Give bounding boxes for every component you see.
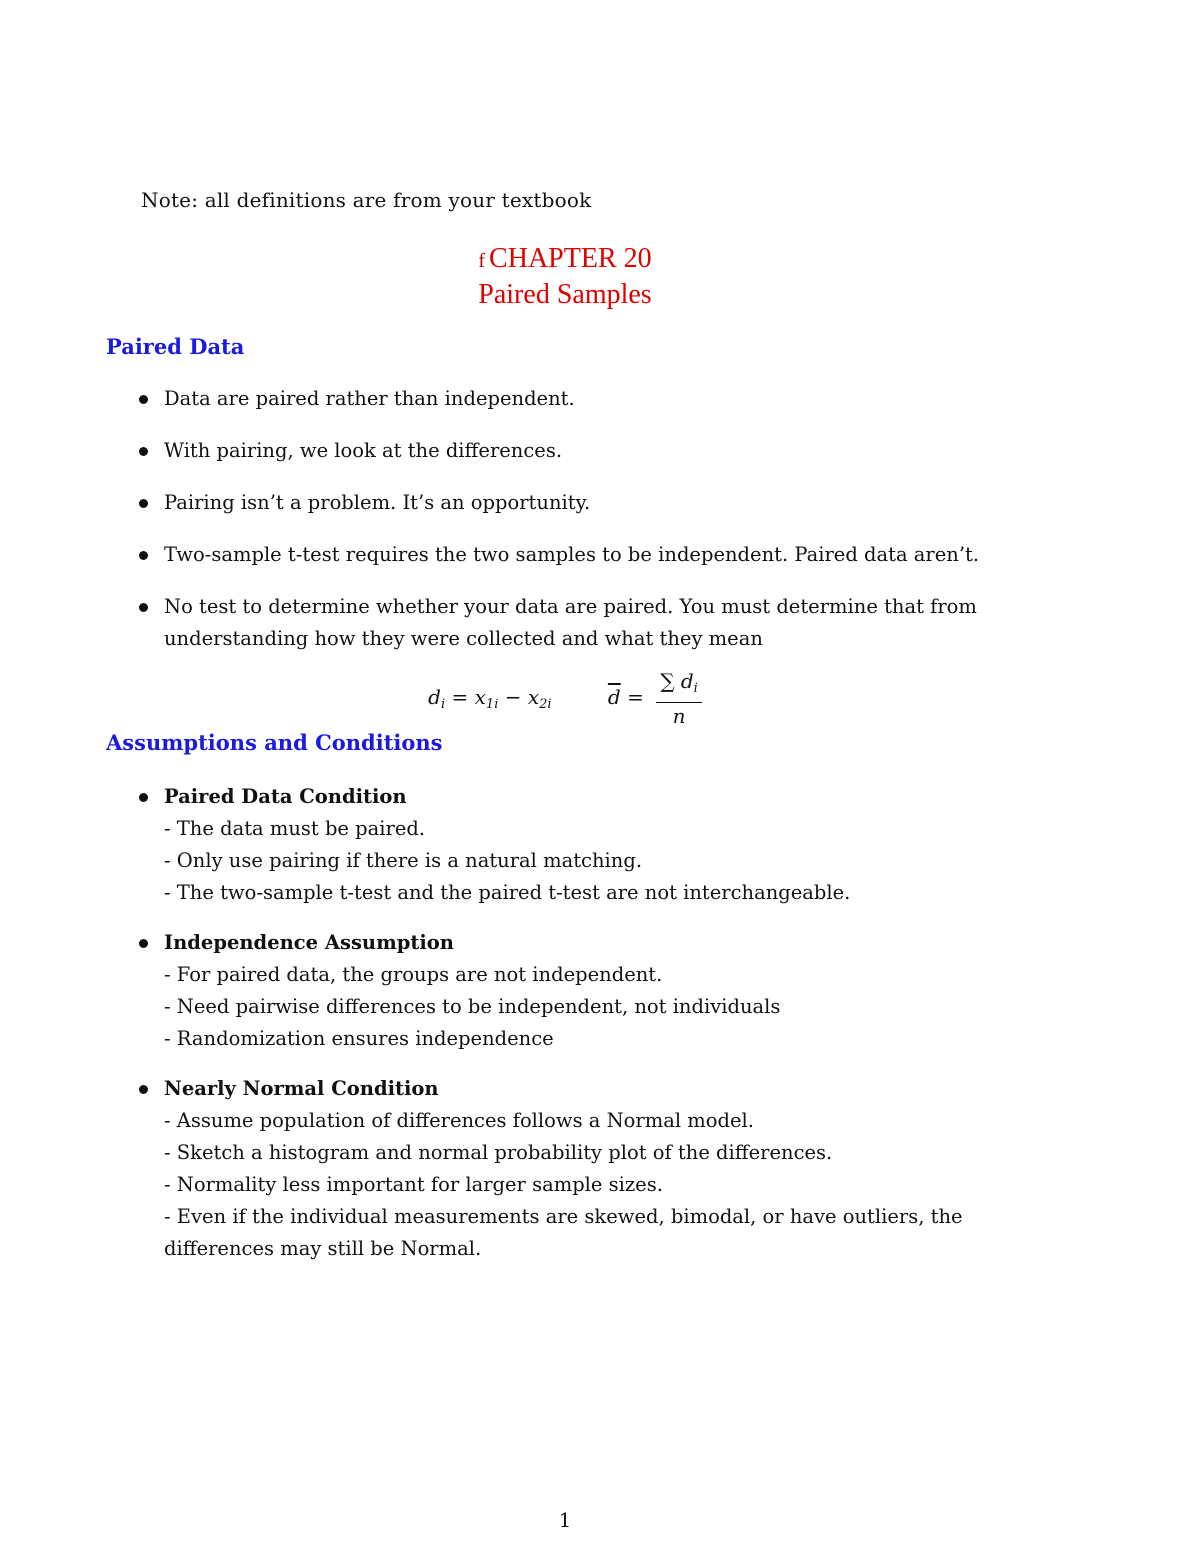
condition-line: - Need pairwise differences to be independent, not individuals: [164, 995, 781, 1018]
list-item: Two-sample t-test requires the two samples to be independent. Paired data aren’t.: [136, 539, 1036, 571]
condition-line: - Even if the individual measurements are skewed, bimodal, or have outliers, the differences may still be Normal.: [164, 1205, 963, 1260]
list-item: Data are paired rather than independent.: [136, 383, 1036, 415]
title-prefix: f: [478, 250, 486, 272]
condition-line: - Sketch a histogram and normal probability plot of the differences.: [164, 1141, 833, 1164]
page-number: 1: [558, 1508, 572, 1532]
textbook-note: Note: all definitions are from your textbook: [141, 188, 592, 212]
condition-line: - Randomization ensures independence: [164, 1027, 554, 1050]
list-item: Pairing isn’t a problem. It’s an opportunity.: [136, 487, 1036, 519]
paired-data-heading: Paired Data: [106, 334, 245, 359]
conditions-list: [136, 781, 1036, 1283]
condition-line: - Assume population of differences follows a Normal model.: [164, 1109, 754, 1132]
difference-equation: $d_i = x_{1i} - x_{2i}$: [428, 685, 552, 712]
list-item: [136, 781, 1036, 909]
list-item: [136, 1073, 1036, 1265]
difference-formula: [0, 668, 1130, 729]
assumptions-heading: Assumptions and Conditions: [106, 730, 443, 755]
condition-line: - The data must be paired.: [164, 817, 426, 840]
mean-difference-equation: $\overline{d}$ = $\frac{\sum d_i}{n}$: [608, 668, 702, 729]
mean-fraction: $\frac{\sum d_i}{n}$: [656, 668, 702, 729]
chapter-subtitle: Paired Samples: [478, 279, 652, 310]
condition-title: Paired Data Condition: [164, 785, 407, 808]
list-item: [136, 927, 1036, 1055]
paired-data-list: [136, 383, 1036, 655]
chapter-title: [0, 242, 1130, 278]
chapter-label: CHAPTER 20: [489, 243, 652, 274]
list-item: No test to determine whether your data are paired. You must determine that from understanding how they were collected and what they mean: [136, 591, 1036, 655]
list-item: With pairing, we look at the differences.: [136, 435, 1036, 467]
condition-title: Independence Assumption: [164, 931, 454, 954]
condition-title: Nearly Normal Condition: [164, 1077, 439, 1100]
condition-line: - The two-sample t-test and the paired t-test are not interchangeable.: [164, 881, 851, 904]
condition-line: - For paired data, the groups are not independent.: [164, 963, 663, 986]
chapter-title-block: [0, 242, 1130, 312]
condition-line: - Normality less important for larger sample sizes.: [164, 1173, 663, 1196]
condition-line: - Only use pairing if there is a natural matching.: [164, 849, 643, 872]
